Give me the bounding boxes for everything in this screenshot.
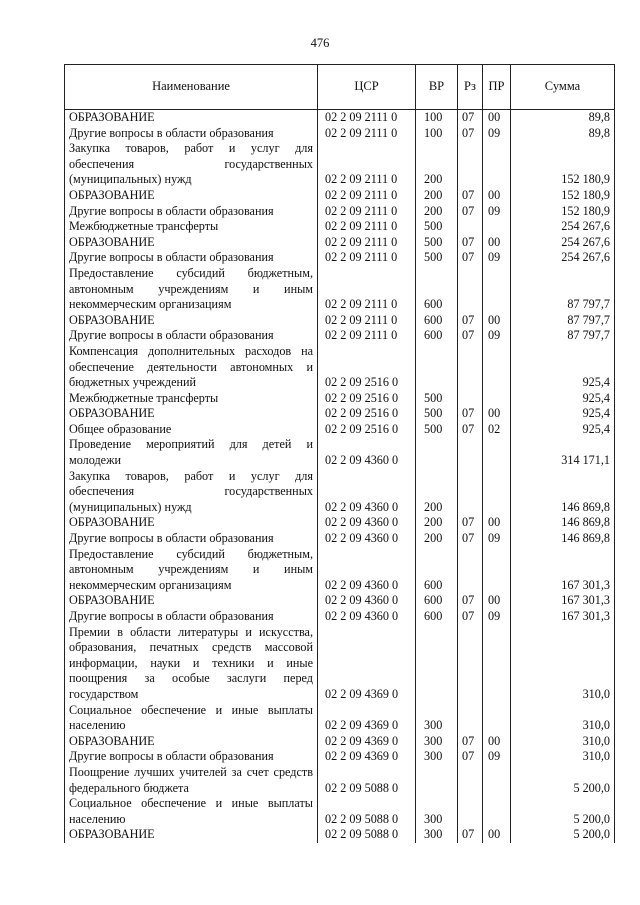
cell-vr: 300 [416, 734, 458, 750]
cell-vr: 300 [416, 749, 458, 765]
cell-csr: 02 2 09 2111 0 [318, 126, 416, 142]
cell-csr: 02 2 09 4360 0 [318, 437, 416, 468]
cell-rz [458, 437, 483, 468]
cell-sum: 5 200,0 [511, 796, 615, 827]
cell-csr: 02 2 09 4360 0 [318, 515, 416, 531]
cell-sum: 310,0 [511, 749, 615, 765]
table-row [65, 406, 615, 422]
cell-pr: 09 [483, 126, 511, 142]
cell-csr: 02 2 09 2111 0 [318, 250, 416, 266]
cell-csr: 02 2 09 2111 0 [318, 110, 416, 126]
cell-vr: 200 [416, 531, 458, 547]
table-row [65, 141, 615, 188]
cell-pr [483, 547, 511, 594]
table-row [65, 547, 615, 594]
cell-rz: 07 [458, 406, 483, 422]
table-row [65, 188, 615, 204]
cell-pr: 09 [483, 531, 511, 547]
header-csr: ЦСР [318, 65, 416, 110]
cell-csr: 02 2 09 2111 0 [318, 204, 416, 220]
cell-name: ОБРАЗОВАНИЕ [65, 827, 318, 843]
cell-csr: 02 2 09 5088 0 [318, 765, 416, 796]
cell-vr: 200 [416, 515, 458, 531]
cell-vr: 600 [416, 593, 458, 609]
cell-name: Другие вопросы в области образования [65, 749, 318, 765]
cell-csr: 02 2 09 4369 0 [318, 734, 416, 750]
cell-pr: 09 [483, 749, 511, 765]
table-row [65, 469, 615, 516]
cell-vr: 600 [416, 328, 458, 344]
cell-rz [458, 796, 483, 827]
cell-csr: 02 2 09 2516 0 [318, 422, 416, 438]
cell-csr: 02 2 09 4369 0 [318, 749, 416, 765]
cell-name: ОБРАЗОВАНИЕ [65, 235, 318, 251]
cell-name: Компенсация дополнительных расходов на обеспечение деятельности автономных и бюджетных учреждений [65, 344, 318, 391]
cell-rz: 07 [458, 609, 483, 625]
cell-sum: 146 869,8 [511, 469, 615, 516]
table-row [65, 437, 615, 468]
cell-vr: 600 [416, 313, 458, 329]
cell-sum: 310,0 [511, 625, 615, 703]
cell-csr: 02 2 09 4360 0 [318, 547, 416, 594]
cell-csr: 02 2 09 2111 0 [318, 235, 416, 251]
cell-csr: 02 2 09 2111 0 [318, 328, 416, 344]
cell-csr: 02 2 09 4360 0 [318, 609, 416, 625]
table-row [65, 703, 615, 734]
cell-name: ОБРАЗОВАНИЕ [65, 593, 318, 609]
cell-rz [458, 141, 483, 188]
cell-sum: 87 797,7 [511, 313, 615, 329]
cell-csr: 02 2 09 2516 0 [318, 391, 416, 407]
cell-csr: 02 2 09 2111 0 [318, 188, 416, 204]
cell-sum: 254 267,6 [511, 250, 615, 266]
table-row [65, 110, 615, 126]
cell-name: Предоставление субсидий бюджетным, автономным учреждениям и иным некоммерческим организациям [65, 266, 318, 313]
cell-name: Проведение мероприятий для детей и молодежи [65, 437, 318, 468]
cell-pr [483, 625, 511, 703]
cell-sum: 254 267,6 [511, 219, 615, 235]
cell-pr [483, 219, 511, 235]
cell-csr: 02 2 09 5088 0 [318, 827, 416, 843]
cell-name: ОБРАЗОВАНИЕ [65, 110, 318, 126]
cell-vr: 300 [416, 796, 458, 827]
cell-sum: 310,0 [511, 734, 615, 750]
table-row [65, 515, 615, 531]
table-row [65, 266, 615, 313]
cell-sum: 314 171,1 [511, 437, 615, 468]
table-body [65, 110, 615, 843]
cell-name: Социальное обеспечение и иные выплаты населению [65, 796, 318, 827]
cell-rz: 07 [458, 235, 483, 251]
cell-name: Другие вопросы в области образования [65, 250, 318, 266]
table-row [65, 593, 615, 609]
cell-sum: 254 267,6 [511, 235, 615, 251]
cell-pr: 09 [483, 328, 511, 344]
cell-csr: 02 2 09 4360 0 [318, 469, 416, 516]
cell-rz [458, 469, 483, 516]
cell-pr [483, 469, 511, 516]
cell-name: Другие вопросы в области образования [65, 609, 318, 625]
cell-vr: 300 [416, 703, 458, 734]
cell-rz: 07 [458, 250, 483, 266]
cell-pr: 00 [483, 406, 511, 422]
cell-csr: 02 2 09 2111 0 [318, 266, 416, 313]
cell-rz: 07 [458, 531, 483, 547]
cell-pr [483, 391, 511, 407]
cell-vr: 500 [416, 250, 458, 266]
cell-csr: 02 2 09 4369 0 [318, 625, 416, 703]
cell-name: ОБРАЗОВАНИЕ [65, 406, 318, 422]
cell-sum: 89,8 [511, 110, 615, 126]
cell-vr [416, 625, 458, 703]
cell-vr: 500 [416, 391, 458, 407]
cell-vr: 500 [416, 219, 458, 235]
table-row [65, 422, 615, 438]
cell-csr: 02 2 09 2516 0 [318, 344, 416, 391]
cell-sum: 167 301,3 [511, 609, 615, 625]
cell-sum: 87 797,7 [511, 266, 615, 313]
cell-rz [458, 344, 483, 391]
cell-sum: 146 869,8 [511, 531, 615, 547]
table-row [65, 219, 615, 235]
cell-name: Другие вопросы в области образования [65, 531, 318, 547]
table-row [65, 531, 615, 547]
cell-rz [458, 547, 483, 594]
cell-name: Поощрение лучших учителей за счет средств федерального бюджета [65, 765, 318, 796]
cell-vr: 200 [416, 469, 458, 516]
cell-pr: 00 [483, 235, 511, 251]
cell-name: Межбюджетные трансферты [65, 391, 318, 407]
cell-pr: 09 [483, 609, 511, 625]
budget-table [64, 64, 615, 843]
header-pr: ПР [483, 65, 511, 110]
cell-rz: 07 [458, 734, 483, 750]
cell-csr: 02 2 09 2111 0 [318, 141, 416, 188]
table-row [65, 344, 615, 391]
cell-rz: 07 [458, 749, 483, 765]
cell-vr: 600 [416, 266, 458, 313]
cell-vr: 200 [416, 188, 458, 204]
cell-name: Другие вопросы в области образования [65, 126, 318, 142]
cell-pr: 00 [483, 827, 511, 843]
cell-rz: 07 [458, 515, 483, 531]
cell-csr: 02 2 09 2516 0 [318, 406, 416, 422]
table-row [65, 796, 615, 827]
cell-pr [483, 437, 511, 468]
cell-vr: 300 [416, 827, 458, 843]
cell-vr: 100 [416, 126, 458, 142]
table-row [65, 328, 615, 344]
cell-name: ОБРАЗОВАНИЕ [65, 313, 318, 329]
cell-pr: 00 [483, 593, 511, 609]
cell-sum: 89,8 [511, 126, 615, 142]
cell-sum: 5 200,0 [511, 765, 615, 796]
header-rz: Рз [458, 65, 483, 110]
cell-pr: 00 [483, 734, 511, 750]
cell-sum: 167 301,3 [511, 593, 615, 609]
cell-vr [416, 437, 458, 468]
cell-pr [483, 703, 511, 734]
cell-csr: 02 2 09 2111 0 [318, 219, 416, 235]
cell-vr: 100 [416, 110, 458, 126]
cell-rz: 07 [458, 110, 483, 126]
cell-pr: 09 [483, 204, 511, 220]
cell-sum: 146 869,8 [511, 515, 615, 531]
cell-name: Социальное обеспечение и иные выплаты населению [65, 703, 318, 734]
cell-sum: 87 797,7 [511, 328, 615, 344]
header-name: Наименование [65, 65, 318, 110]
header-vr: ВР [416, 65, 458, 110]
cell-rz [458, 266, 483, 313]
cell-rz: 07 [458, 313, 483, 329]
cell-name: Общее образование [65, 422, 318, 438]
cell-sum: 925,4 [511, 344, 615, 391]
cell-csr: 02 2 09 4369 0 [318, 703, 416, 734]
cell-pr: 00 [483, 313, 511, 329]
cell-vr: 200 [416, 204, 458, 220]
cell-rz: 07 [458, 188, 483, 204]
cell-sum: 5 200,0 [511, 827, 615, 843]
cell-vr: 500 [416, 235, 458, 251]
cell-rz [458, 391, 483, 407]
cell-pr: 02 [483, 422, 511, 438]
cell-vr: 200 [416, 141, 458, 188]
cell-rz [458, 625, 483, 703]
table-header-row [65, 65, 615, 110]
cell-pr [483, 344, 511, 391]
cell-pr [483, 765, 511, 796]
table-row [65, 204, 615, 220]
cell-sum: 167 301,3 [511, 547, 615, 594]
cell-sum: 925,4 [511, 406, 615, 422]
cell-sum: 152 180,9 [511, 141, 615, 188]
cell-rz [458, 219, 483, 235]
cell-name: Другие вопросы в области образования [65, 204, 318, 220]
table-row [65, 765, 615, 796]
cell-pr: 00 [483, 110, 511, 126]
cell-pr: 00 [483, 188, 511, 204]
cell-rz: 07 [458, 593, 483, 609]
cell-csr: 02 2 09 4360 0 [318, 593, 416, 609]
table-row [65, 625, 615, 703]
cell-sum: 925,4 [511, 422, 615, 438]
cell-rz [458, 703, 483, 734]
cell-vr [416, 765, 458, 796]
cell-name: ОБРАЗОВАНИЕ [65, 188, 318, 204]
table-row [65, 749, 615, 765]
cell-name: Премии в области литературы и искусства, образования, печатных средств массовой информации, науки и техники и иные поощрения за особые заслуги перед государством [65, 625, 318, 703]
table-row [65, 609, 615, 625]
cell-name: Закупка товаров, работ и услуг для обеспечения государственных (муниципальных) нужд [65, 141, 318, 188]
cell-vr: 600 [416, 547, 458, 594]
table-row [65, 734, 615, 750]
cell-vr: 500 [416, 406, 458, 422]
header-sum: Сумма [511, 65, 615, 110]
cell-rz: 07 [458, 328, 483, 344]
cell-csr: 02 2 09 2111 0 [318, 313, 416, 329]
table-row [65, 827, 615, 843]
cell-name: Закупка товаров, работ и услуг для обеспечения государственных (муниципальных) нужд [65, 469, 318, 516]
cell-name: Межбюджетные трансферты [65, 219, 318, 235]
table-row [65, 391, 615, 407]
cell-rz: 07 [458, 126, 483, 142]
cell-vr: 500 [416, 422, 458, 438]
cell-pr [483, 266, 511, 313]
table-row [65, 235, 615, 251]
cell-name: Другие вопросы в области образования [65, 328, 318, 344]
cell-csr: 02 2 09 4360 0 [318, 531, 416, 547]
cell-vr: 600 [416, 609, 458, 625]
cell-name: ОБРАЗОВАНИЕ [65, 734, 318, 750]
table-row [65, 250, 615, 266]
cell-pr: 00 [483, 515, 511, 531]
cell-sum: 925,4 [511, 391, 615, 407]
cell-csr: 02 2 09 5088 0 [318, 796, 416, 827]
cell-rz: 07 [458, 827, 483, 843]
cell-pr [483, 141, 511, 188]
cell-pr: 09 [483, 250, 511, 266]
table-row [65, 313, 615, 329]
cell-vr [416, 344, 458, 391]
cell-name: ОБРАЗОВАНИЕ [65, 515, 318, 531]
cell-sum: 310,0 [511, 703, 615, 734]
cell-rz: 07 [458, 204, 483, 220]
table-row [65, 126, 615, 142]
cell-sum: 152 180,9 [511, 204, 615, 220]
cell-pr [483, 796, 511, 827]
cell-sum: 152 180,9 [511, 188, 615, 204]
cell-name: Предоставление субсидий бюджетным, автономным учреждениям и иным некоммерческим организациям [65, 547, 318, 594]
page-number: 476 [310, 36, 330, 50]
cell-rz [458, 765, 483, 796]
cell-rz: 07 [458, 422, 483, 438]
